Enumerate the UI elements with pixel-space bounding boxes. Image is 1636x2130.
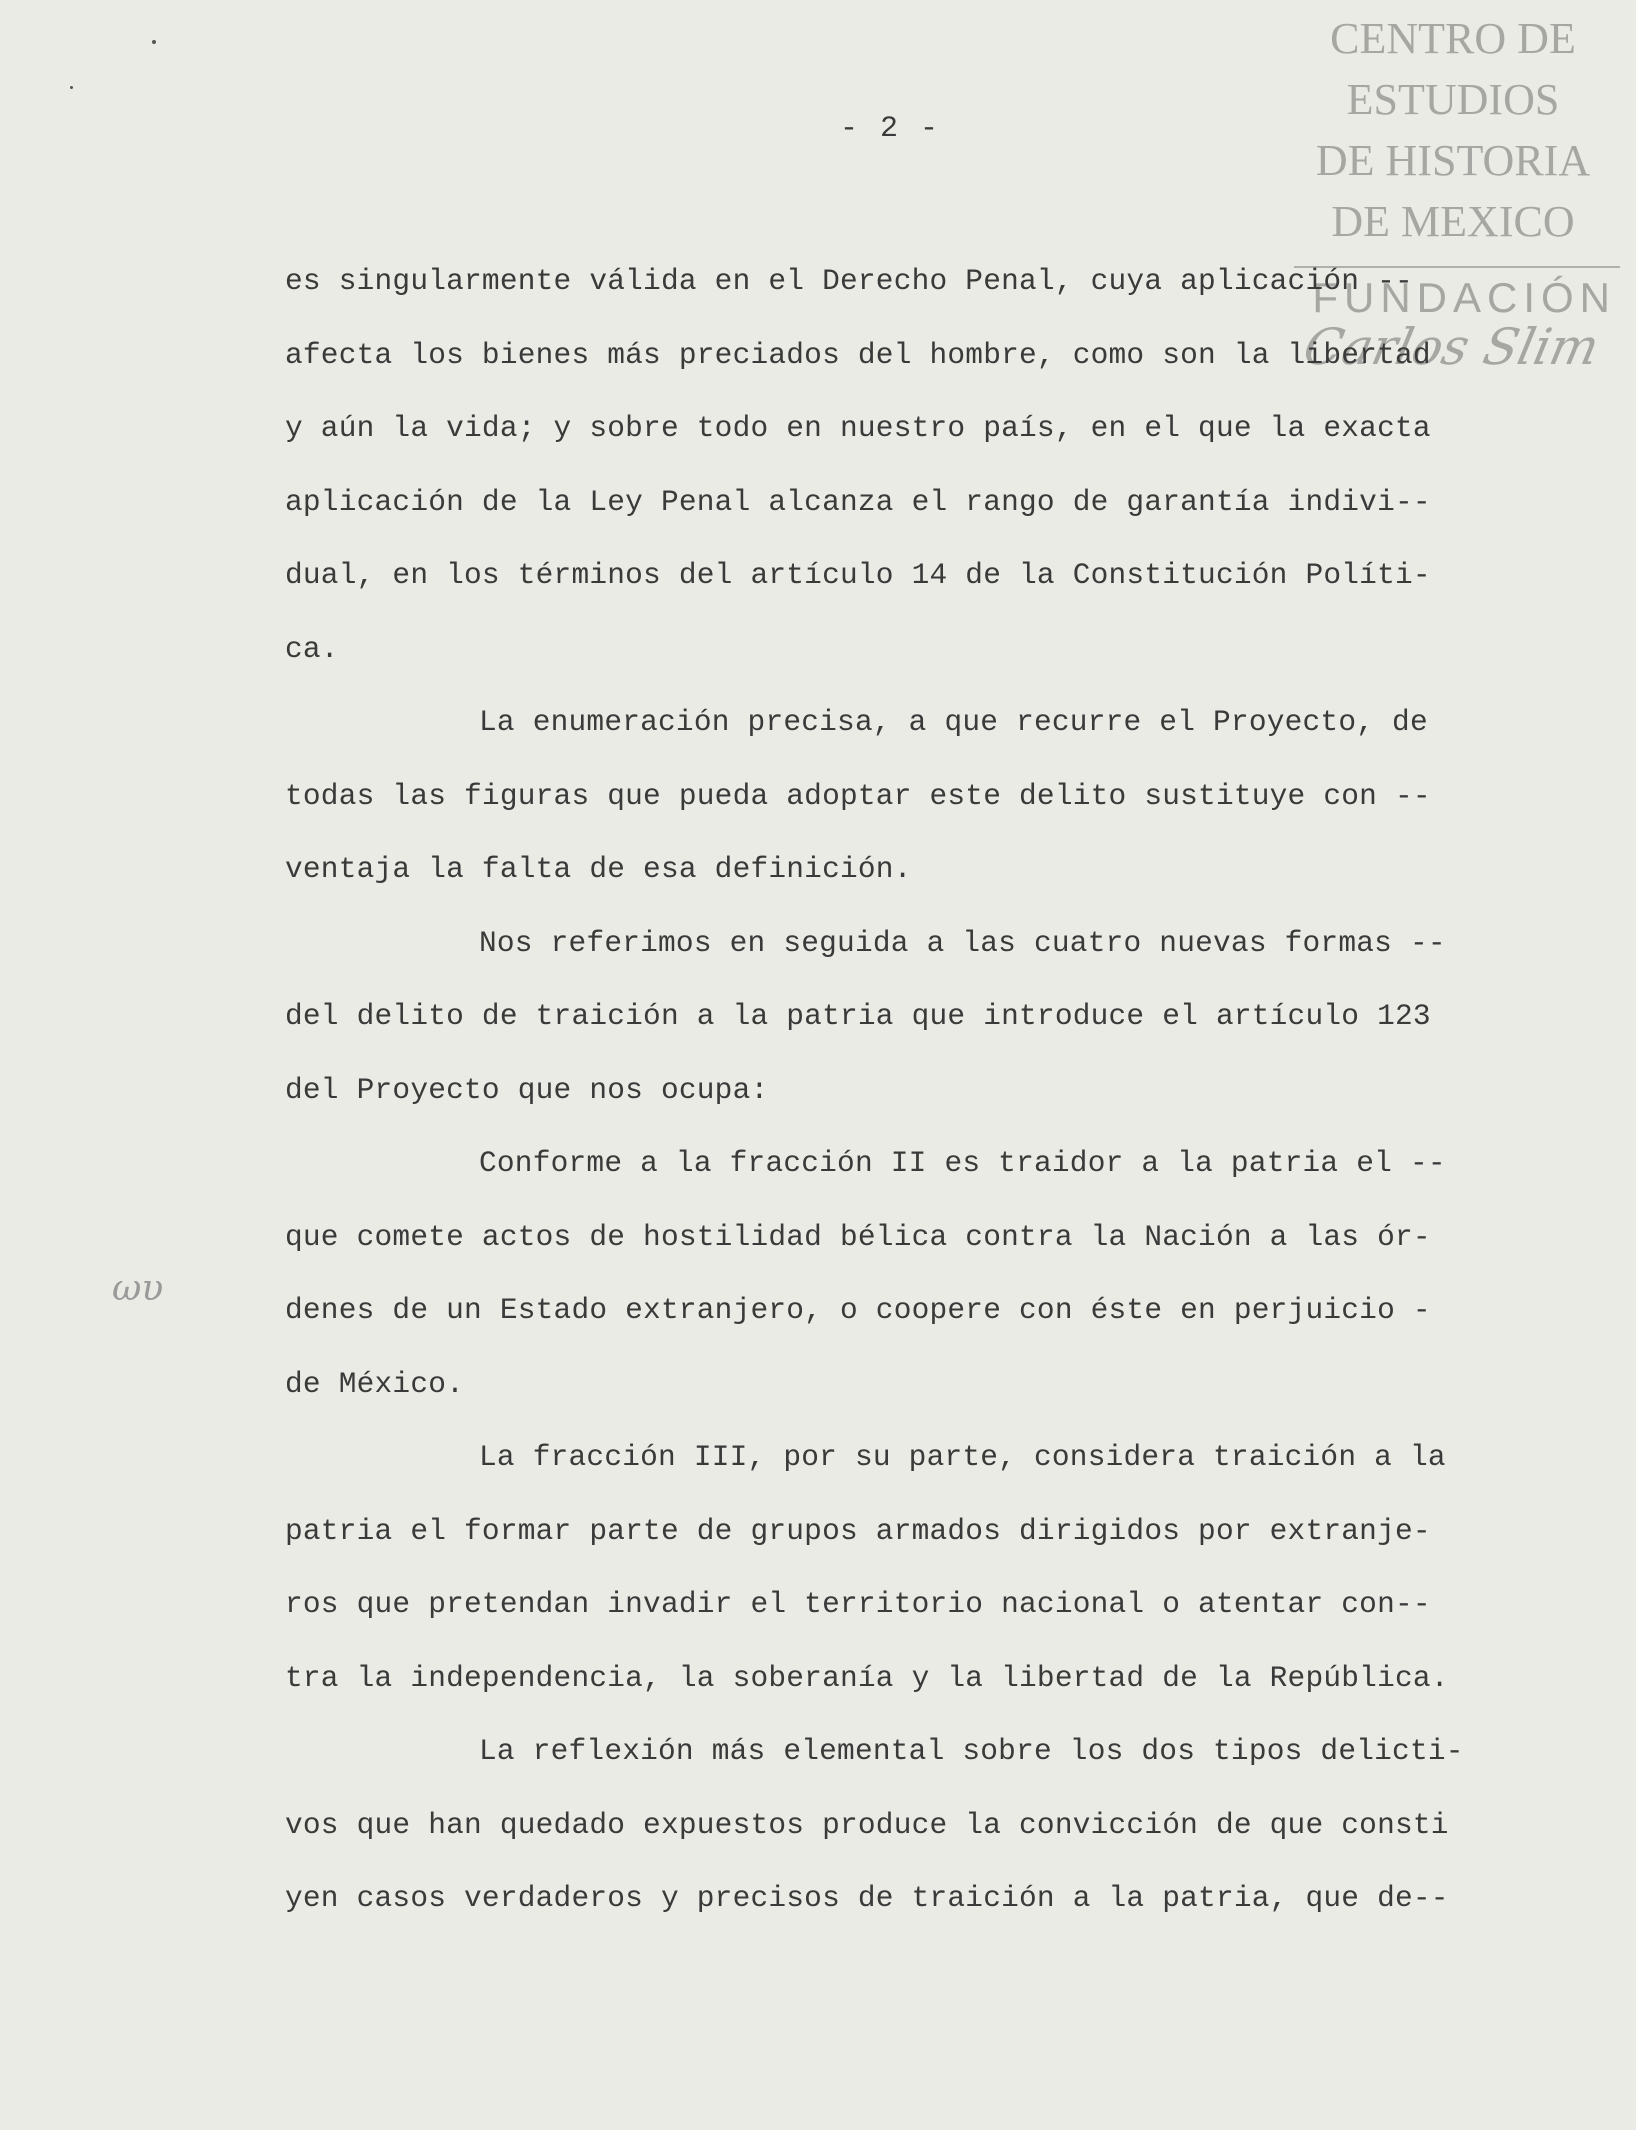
paragraph-first-line: La enumeración precisa, a que recurre el Proyecto, de — [479, 705, 1428, 739]
text-line: tra la independencia, la soberanía y la libertad de la República. — [285, 1660, 1449, 1695]
paragraph-first-line: La fracción III, por su parte, considera traición a la — [479, 1440, 1446, 1474]
text-line: yen casos verdaderos y precisos de traición a la patria, que de-- — [285, 1881, 1449, 1915]
paragraph-first-line: Nos referimos en seguida a las cuatro nuevas formas -- — [479, 925, 1446, 960]
watermark-signature: Carlos Slim — [1298, 318, 1605, 376]
text-line: ventaja la falta de esa definición. — [285, 852, 912, 886]
text-line: aplicación de la Ley Penal alcanza el rango de garantía indivi-- — [285, 484, 1431, 519]
page-number: - 2 - — [839, 112, 940, 146]
paragraph-first-line: La reflexión más elemental sobre los dos tipos delicti- — [479, 1734, 1464, 1768]
text-line: dual, en los términos del artículo 14 de la Constitución Políti- — [285, 558, 1431, 592]
watermark-line: ESTUDIOS — [1346, 75, 1560, 124]
text-line: denes de un Estado extranjero, o coopere con éste en perjuicio - — [285, 1293, 1431, 1327]
watermark-line: DE MEXICO — [1331, 197, 1575, 246]
text-line: todas las figuras que pueda adoptar este delito sustituye con -- — [285, 778, 1431, 813]
text-line: que comete actos de hostilidad bélica contra la Nación a las ór- — [285, 1219, 1431, 1254]
text-line: del Proyecto que nos ocupa: — [285, 1072, 769, 1107]
text-line: del delito de traición a la patria que introduce el artículo 123 — [285, 999, 1431, 1033]
watermark-line: DE HISTORIA — [1315, 136, 1591, 185]
body-text — [285, 256, 1565, 1947]
margin-annotation: ωυ — [112, 1268, 164, 1309]
text-line: es singularmente válida en el Derecho Penal, cuya aplicación -- — [285, 264, 1413, 298]
paragraph-first-line: Conforme a la fracción II es traidor a la patria el -- — [479, 1146, 1446, 1180]
text-line: y aún la vida; y sobre todo en nuestro país, en el que la exacta — [285, 411, 1431, 445]
watermark-foundation: FUNDACIÓN — [1312, 274, 1616, 321]
text-line: ca. — [285, 631, 339, 666]
stray-mark — [152, 40, 156, 44]
watermark-line: CENTRO DE — [1330, 14, 1576, 63]
text-line: de México. — [285, 1366, 465, 1401]
stray-mark — [70, 86, 73, 89]
text-line: vos que han quedado expuestos produce la convicción de que consti — [285, 1807, 1449, 1842]
text-line: afecta los bienes más preciados del hombre, como son la libertad — [285, 337, 1431, 372]
text-line: patria el formar parte de grupos armados dirigidos por extranje- — [285, 1513, 1431, 1548]
text-line: ros que pretendan invadir el territorio nacional o atentar con-- — [285, 1587, 1431, 1621]
